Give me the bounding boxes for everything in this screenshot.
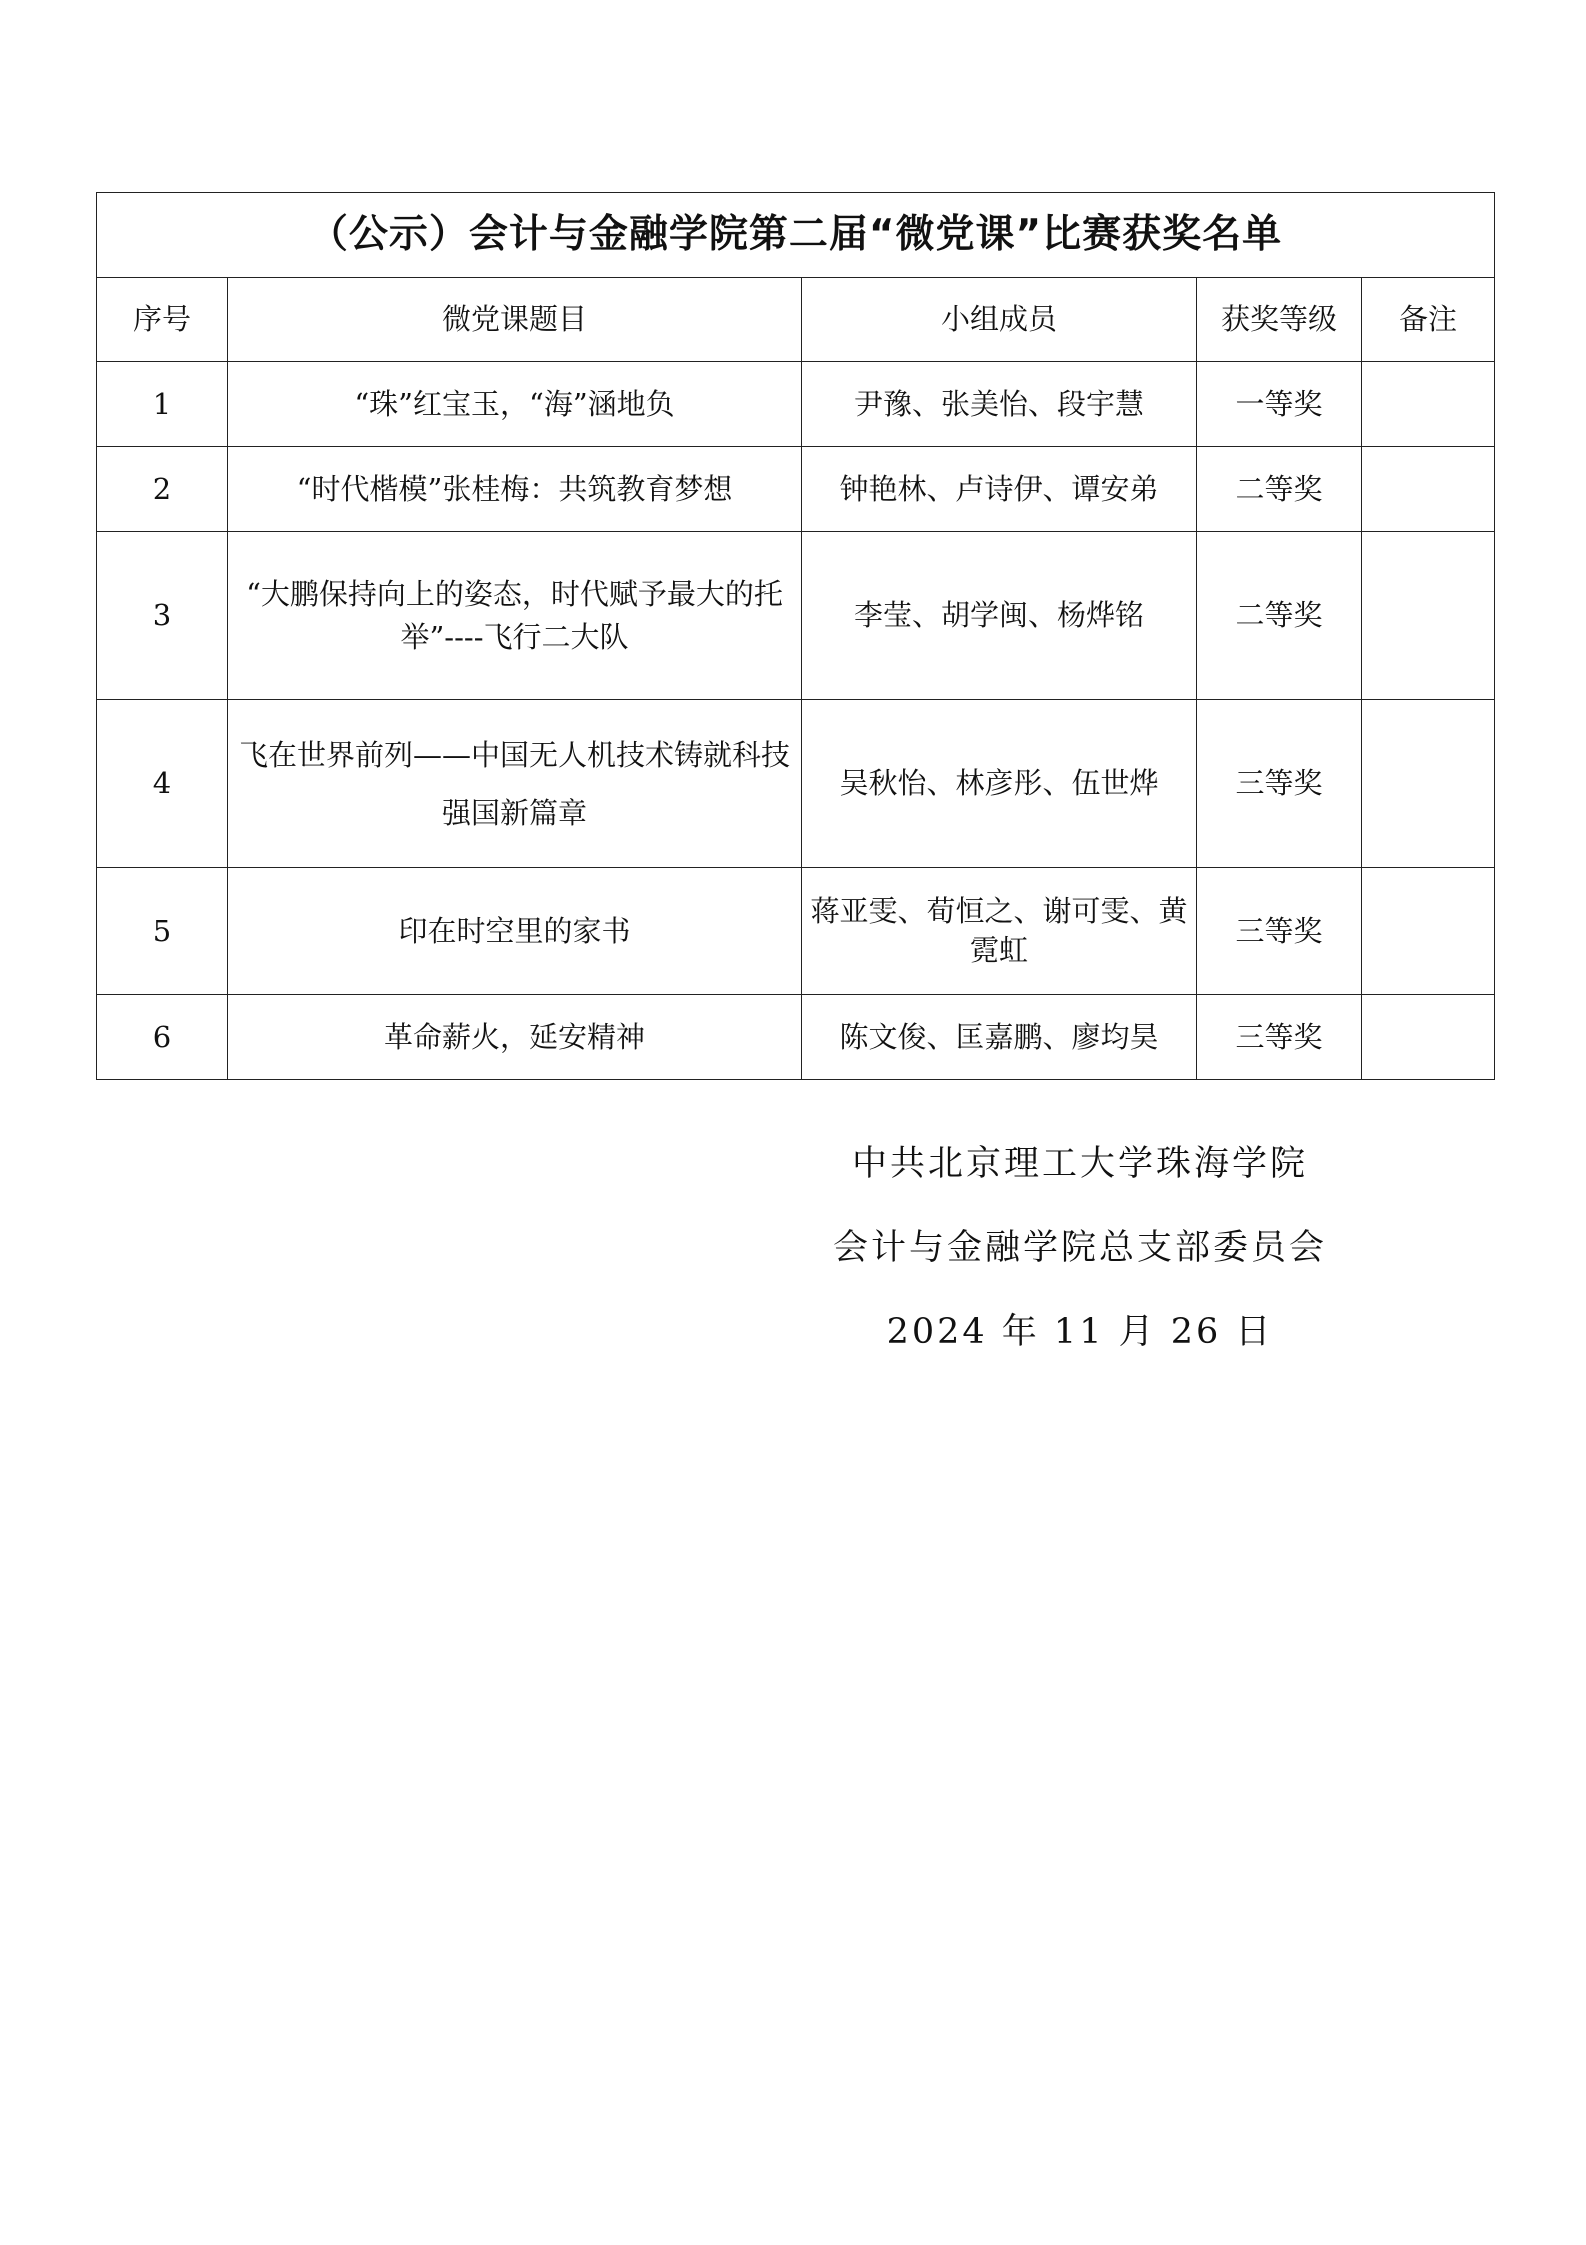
row-topic: “大鹏保持向上的姿态，时代赋予最大的托举”----飞行二大队 bbox=[228, 532, 802, 700]
title-row bbox=[97, 193, 1495, 278]
table-row bbox=[97, 995, 1495, 1080]
row-members: 蒋亚雯、荀恒之、谢可雯、黄霓虹 bbox=[802, 868, 1197, 995]
row-topic: 飞在世界前列——中国无人机技术铸就科技强国新篇章 bbox=[228, 700, 802, 868]
row-note bbox=[1362, 995, 1495, 1080]
header-note: 备注 bbox=[1362, 278, 1495, 362]
table-row bbox=[97, 700, 1495, 868]
row-members: 吴秋怡、林彦彤、伍世烨 bbox=[802, 700, 1197, 868]
signature-org-line1: 中共北京理工大学珠海学院 bbox=[851, 1144, 1308, 1184]
row-award: 二等奖 bbox=[1197, 532, 1362, 700]
row-award: 二等奖 bbox=[1197, 447, 1362, 532]
row-award: 三等奖 bbox=[1197, 868, 1362, 995]
table-row bbox=[97, 868, 1495, 995]
row-no: 6 bbox=[97, 995, 228, 1080]
header-no: 序号 bbox=[97, 278, 228, 362]
row-note bbox=[1362, 362, 1495, 447]
table-row bbox=[97, 532, 1495, 700]
row-members: 尹豫、张美怡、段宇慧 bbox=[802, 362, 1197, 447]
row-award: 三等奖 bbox=[1197, 700, 1362, 868]
row-note bbox=[1362, 868, 1495, 995]
row-note bbox=[1362, 447, 1495, 532]
row-members: 钟艳林、卢诗伊、谭安弟 bbox=[802, 447, 1197, 532]
table-row bbox=[97, 447, 1495, 532]
signature-org-line2: 会计与金融学院总支部委员会 bbox=[832, 1228, 1327, 1268]
header-row bbox=[97, 278, 1495, 362]
row-note bbox=[1362, 700, 1495, 868]
row-no: 5 bbox=[97, 868, 228, 995]
signature-date: 2024 年 11 月 26 日 bbox=[886, 1312, 1274, 1352]
award-table bbox=[96, 192, 1495, 1080]
row-no: 1 bbox=[97, 362, 228, 447]
row-note bbox=[1362, 532, 1495, 700]
row-topic: “珠”红宝玉，“海”涵地负 bbox=[228, 362, 802, 447]
row-no: 3 bbox=[97, 532, 228, 700]
signature-block bbox=[780, 1122, 1380, 1374]
row-topic: “时代楷模”张桂梅：共筑教育梦想 bbox=[228, 447, 802, 532]
row-members: 李莹、胡学闽、杨烨铭 bbox=[802, 532, 1197, 700]
table-row bbox=[97, 362, 1495, 447]
header-topic: 微党课题目 bbox=[228, 278, 802, 362]
row-award: 一等奖 bbox=[1197, 362, 1362, 447]
row-no: 2 bbox=[97, 447, 228, 532]
table-title: （公示）会计与金融学院第二届“微党课”比赛获奖名单 bbox=[97, 193, 1495, 278]
row-award: 三等奖 bbox=[1197, 995, 1362, 1080]
header-award: 获奖等级 bbox=[1197, 278, 1362, 362]
header-members: 小组成员 bbox=[802, 278, 1197, 362]
row-no: 4 bbox=[97, 700, 228, 868]
row-topic: 印在时空里的家书 bbox=[228, 868, 802, 995]
row-members: 陈文俊、匡嘉鹏、廖均昊 bbox=[802, 995, 1197, 1080]
row-topic: 革命薪火，延安精神 bbox=[228, 995, 802, 1080]
